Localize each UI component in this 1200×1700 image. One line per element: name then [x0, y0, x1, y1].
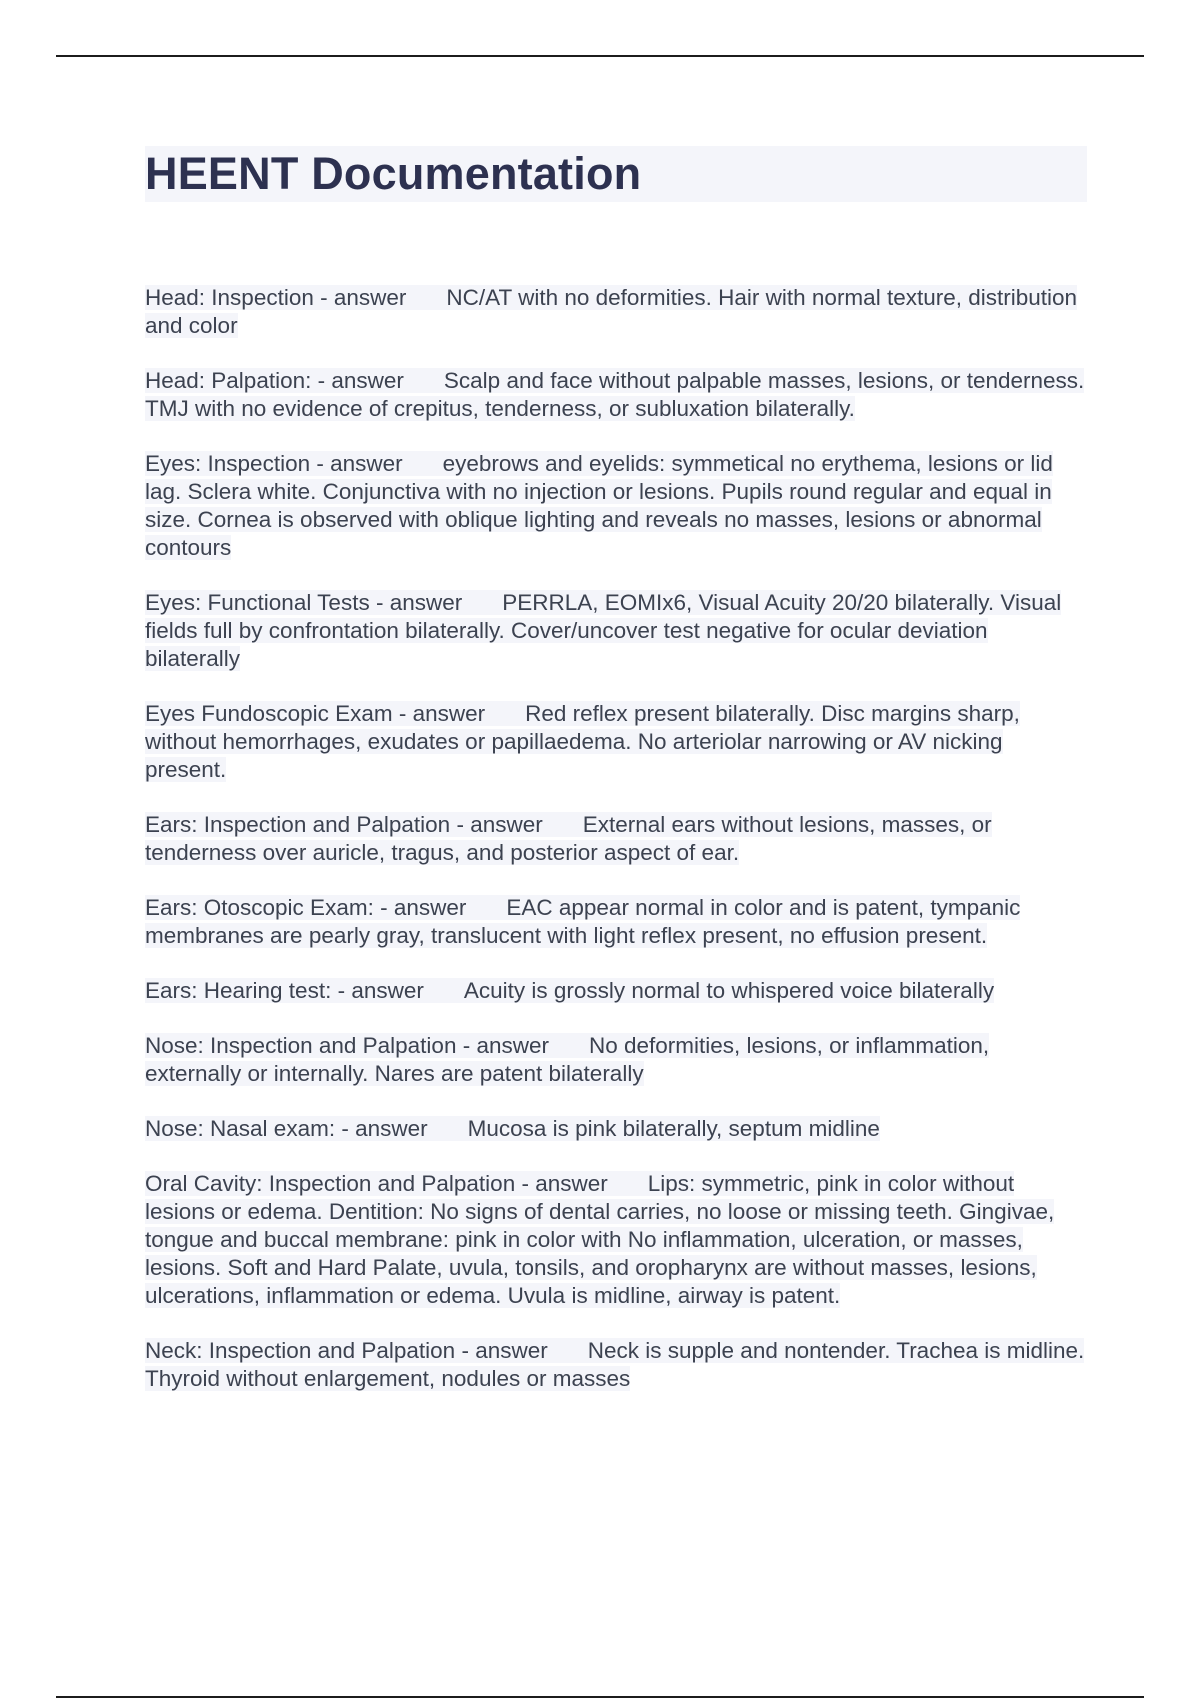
entry-question: Ears: Hearing test: - answer — [145, 978, 424, 1003]
entry-question: Nose: Nasal exam: - answer — [145, 1116, 428, 1141]
entry-answer: Neck is supple and nontender. Trachea is midline. Thyroid without enlargement, nodules or masses — [145, 1338, 1085, 1391]
entry-question: Eyes Fundoscopic Exam - answer — [145, 701, 486, 726]
entry-question: Head: Palpation: - answer — [145, 368, 404, 393]
entry-question: Neck: Inspection and Palpation - answer — [145, 1338, 548, 1363]
entry-list — [145, 284, 1087, 1393]
entry-answer: Mucosa is pink bilaterally, septum midline — [467, 1116, 880, 1141]
entry — [145, 284, 1087, 340]
entry-question: Ears: Inspection and Palpation - answer — [145, 812, 543, 837]
entry-answer: NC/AT with no deformities. Hair with normal texture, distribution and color — [145, 285, 1078, 338]
entry-question: Oral Cavity: Inspection and Palpation - answer — [145, 1171, 608, 1196]
entry — [145, 1170, 1087, 1310]
entry — [145, 894, 1087, 950]
entry-question: Ears: Otoscopic Exam: - answer — [145, 895, 467, 920]
entry — [145, 1115, 1087, 1143]
page-title: HEENT Documentation — [145, 146, 1087, 202]
entry — [145, 1032, 1087, 1088]
entry — [145, 367, 1087, 423]
entry-question: Eyes: Functional Tests - answer — [145, 590, 463, 615]
entry — [145, 1337, 1087, 1393]
entry — [145, 450, 1087, 562]
entry-answer: eyebrows and eyelids: symmetical no erythema, lesions or lid lag. Sclera white. Conjunctiva with no injection or lesions. Pupils round regular and equal in size. Cornea is observed with oblique lighting and reveals no masses, lesions or abnormal contours — [145, 451, 1053, 560]
entry-answer: Acuity is grossly normal to whispered voice bilaterally — [463, 978, 995, 1003]
entry-question: Head: Inspection - answer — [145, 285, 407, 310]
entry-answer: PERRLA, EOMIx6, Visual Acuity 20/20 bilaterally. Visual fields full by confrontation bilaterally. Cover/uncover test negative for ocular deviation bilaterally — [145, 590, 1062, 671]
entry-answer: No deformities, lesions, or inflammation, externally or internally. Nares are patent bilaterally — [145, 1033, 990, 1086]
entry — [145, 977, 1087, 1005]
entry — [145, 589, 1087, 673]
entry-answer: External ears without lesions, masses, or tenderness over auricle, tragus, and posterior aspect of ear. — [145, 812, 992, 865]
entry-question: Eyes: Inspection - answer — [145, 451, 403, 476]
entry — [145, 700, 1087, 784]
entry-answer: EAC appear normal in color and is patent, tympanic membranes are pearly gray, translucent with light reflex present, no effusion present. — [145, 895, 1021, 948]
top-divider — [56, 55, 1144, 57]
entry-answer: Red reflex present bilaterally. Disc margins sharp, without hemorrhages, exudates or papillaedema. No arteriolar narrowing or AV nicking present. — [145, 701, 1020, 782]
document-body — [145, 146, 1087, 1420]
entry-answer: Lips: symmetric, pink in color without lesions or edema. Dentition: No signs of dental carries, no loose or missing teeth. Gingivae, tongue and buccal membrane: pink in color with No inflammation, ulceration, or masses, lesions. Soft and Hard Palate, uvula, tonsils, and oropharynx are without masses, lesions, ulcerations, inflammation or edema. Uvula is midline, airway is patent. — [145, 1171, 1055, 1308]
entry-question: Nose: Inspection and Palpation - answer — [145, 1033, 549, 1058]
bottom-divider — [56, 1696, 1144, 1698]
entry-answer: Scalp and face without palpable masses, lesions, or tenderness. TMJ with no evidence of crepitus, tenderness, or subluxation bilaterally. — [145, 368, 1085, 421]
entry — [145, 811, 1087, 867]
